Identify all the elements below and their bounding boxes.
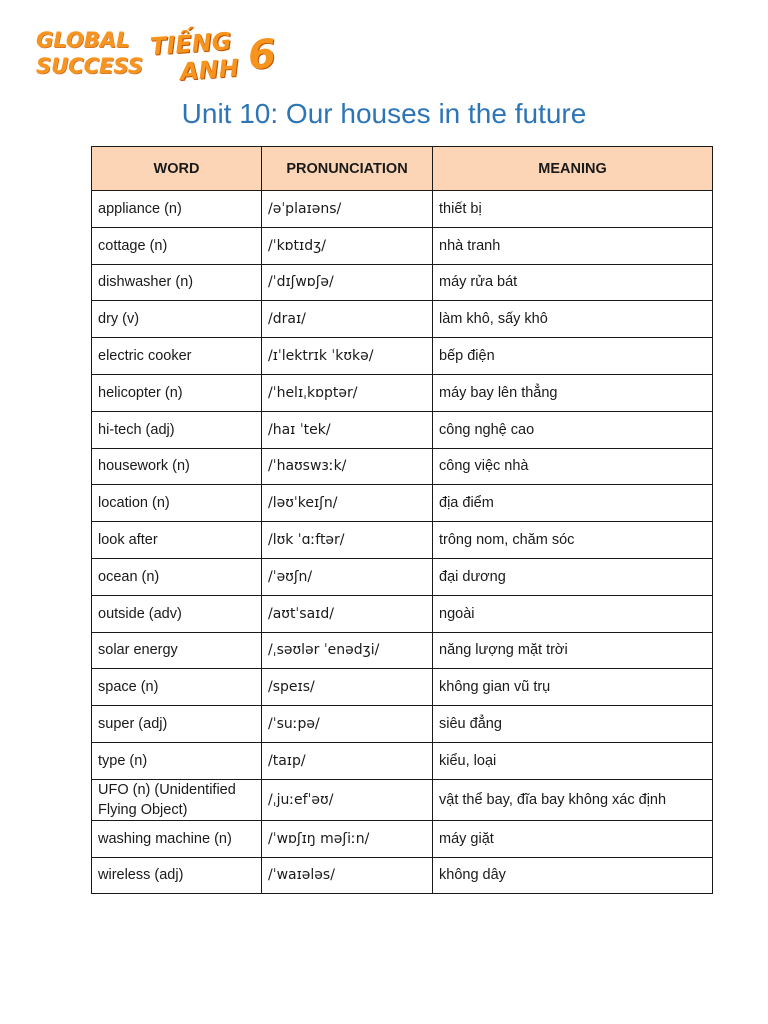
table-row bbox=[92, 632, 713, 669]
word-cell: appliance (n) bbox=[92, 191, 262, 228]
word-cell: helicopter (n) bbox=[92, 374, 262, 411]
table-row bbox=[92, 448, 713, 485]
table-row bbox=[92, 191, 713, 228]
table-header-row bbox=[92, 147, 713, 191]
word-cell: location (n) bbox=[92, 485, 262, 522]
meaning-cell: máy rửa bát bbox=[433, 264, 713, 301]
meaning-cell: bếp điện bbox=[433, 338, 713, 375]
pronunciation-cell: /ɪˈlektrɪk ˈkʊkə/ bbox=[262, 338, 433, 375]
global-success-logo bbox=[36, 26, 143, 86]
page-title: Unit 10: Our houses in the future bbox=[181, 98, 587, 129]
table-row bbox=[92, 301, 713, 338]
meaning-cell: địa điểm bbox=[433, 485, 713, 522]
word-cell: dishwasher (n) bbox=[92, 264, 262, 301]
table-row bbox=[92, 742, 713, 779]
table-row bbox=[92, 264, 713, 301]
pronunciation-cell: /ˈəʊʃn/ bbox=[262, 558, 433, 595]
meaning-cell: ngoài bbox=[433, 595, 713, 632]
word-cell: ocean (n) bbox=[92, 558, 262, 595]
pronunciation-cell: /ˈwaɪələs/ bbox=[262, 857, 433, 894]
word-cell: dry (v) bbox=[92, 301, 262, 338]
global-success-logo-line1: GLOBAL bbox=[36, 28, 130, 52]
pronunciation-cell: /ˈkɒtɪdʒ/ bbox=[262, 227, 433, 264]
meaning-cell: vật thể bay, đĩa bay không xác định bbox=[433, 779, 713, 820]
table-row bbox=[92, 338, 713, 375]
pronunciation-cell: /ˈhelɪˌkɒptər/ bbox=[262, 374, 433, 411]
table-row bbox=[92, 669, 713, 706]
word-cell: wireless (adj) bbox=[92, 857, 262, 894]
meaning-cell: công nghệ cao bbox=[433, 411, 713, 448]
column-header-pronunciation: PRONUNCIATION bbox=[262, 147, 433, 191]
meaning-cell: làm khô, sấy khô bbox=[433, 301, 713, 338]
meaning-cell: công việc nhà bbox=[433, 448, 713, 485]
vocabulary-table bbox=[91, 146, 713, 894]
pronunciation-cell: /ˌsəʊlər ˈenədʒi/ bbox=[262, 632, 433, 669]
table-row bbox=[92, 485, 713, 522]
word-cell: housework (n) bbox=[92, 448, 262, 485]
table-row bbox=[92, 820, 713, 857]
pronunciation-cell: /əˈplaɪəns/ bbox=[262, 191, 433, 228]
column-header-word: WORD bbox=[92, 147, 262, 191]
pronunciation-cell: /ˈsuːpə/ bbox=[262, 706, 433, 743]
table-row bbox=[92, 595, 713, 632]
tieng-anh-logo-line2: ANH bbox=[179, 53, 240, 87]
meaning-cell: kiểu, loại bbox=[433, 742, 713, 779]
meaning-cell: máy giặt bbox=[433, 820, 713, 857]
pronunciation-cell: /ˌjuːefˈəʊ/ bbox=[262, 779, 433, 820]
meaning-cell: không dây bbox=[433, 857, 713, 894]
meaning-cell: không gian vũ trụ bbox=[433, 669, 713, 706]
table-row bbox=[92, 411, 713, 448]
table-row bbox=[92, 779, 713, 820]
word-cell: look after bbox=[92, 522, 262, 559]
pronunciation-cell: /lʊk ˈɑːftər/ bbox=[262, 522, 433, 559]
meaning-cell: máy bay lên thẳng bbox=[433, 374, 713, 411]
column-header-meaning: MEANING bbox=[433, 147, 713, 191]
word-cell: space (n) bbox=[92, 669, 262, 706]
pronunciation-cell: /speɪs/ bbox=[262, 669, 433, 706]
pronunciation-cell: /ˈwɒʃɪŋ məʃiːn/ bbox=[262, 820, 433, 857]
word-cell: solar energy bbox=[92, 632, 262, 669]
meaning-cell: năng lượng mặt trời bbox=[433, 632, 713, 669]
meaning-cell: thiết bị bbox=[433, 191, 713, 228]
word-cell: hi-tech (adj) bbox=[92, 411, 262, 448]
word-cell: super (adj) bbox=[92, 706, 262, 743]
pronunciation-cell: /ˈdɪʃwɒʃə/ bbox=[262, 264, 433, 301]
word-cell: cottage (n) bbox=[92, 227, 262, 264]
table-row bbox=[92, 857, 713, 894]
meaning-cell: đại dương bbox=[433, 558, 713, 595]
logo-row bbox=[36, 24, 282, 88]
tieng-anh-logo-line1: TIẾNG bbox=[149, 27, 233, 61]
word-cell: electric cooker bbox=[92, 338, 262, 375]
global-success-logo-line2: SUCCESS bbox=[36, 54, 143, 78]
meaning-cell: nhà tranh bbox=[433, 227, 713, 264]
pronunciation-cell: /ləʊˈkeɪʃn/ bbox=[262, 485, 433, 522]
table-row bbox=[92, 374, 713, 411]
word-cell: type (n) bbox=[92, 742, 262, 779]
tieng-anh-logo bbox=[150, 26, 282, 86]
table-row bbox=[92, 706, 713, 743]
pronunciation-cell: /ˈhaʊswɜːk/ bbox=[262, 448, 433, 485]
word-cell: outside (adv) bbox=[92, 595, 262, 632]
tieng-anh-logo-grade: 6 bbox=[246, 31, 278, 79]
pronunciation-cell: /haɪ ˈtek/ bbox=[262, 411, 433, 448]
pronunciation-cell: /draɪ/ bbox=[262, 301, 433, 338]
pronunciation-cell: /taɪp/ bbox=[262, 742, 433, 779]
pronunciation-cell: /aʊtˈsaɪd/ bbox=[262, 595, 433, 632]
table-row bbox=[92, 522, 713, 559]
meaning-cell: siêu đẳng bbox=[433, 706, 713, 743]
word-cell: UFO (n) (Unidentified Flying Object) bbox=[92, 779, 262, 820]
table-row bbox=[92, 558, 713, 595]
meaning-cell: trông nom, chăm sóc bbox=[433, 522, 713, 559]
table-row bbox=[92, 227, 713, 264]
word-cell: washing machine (n) bbox=[92, 820, 262, 857]
